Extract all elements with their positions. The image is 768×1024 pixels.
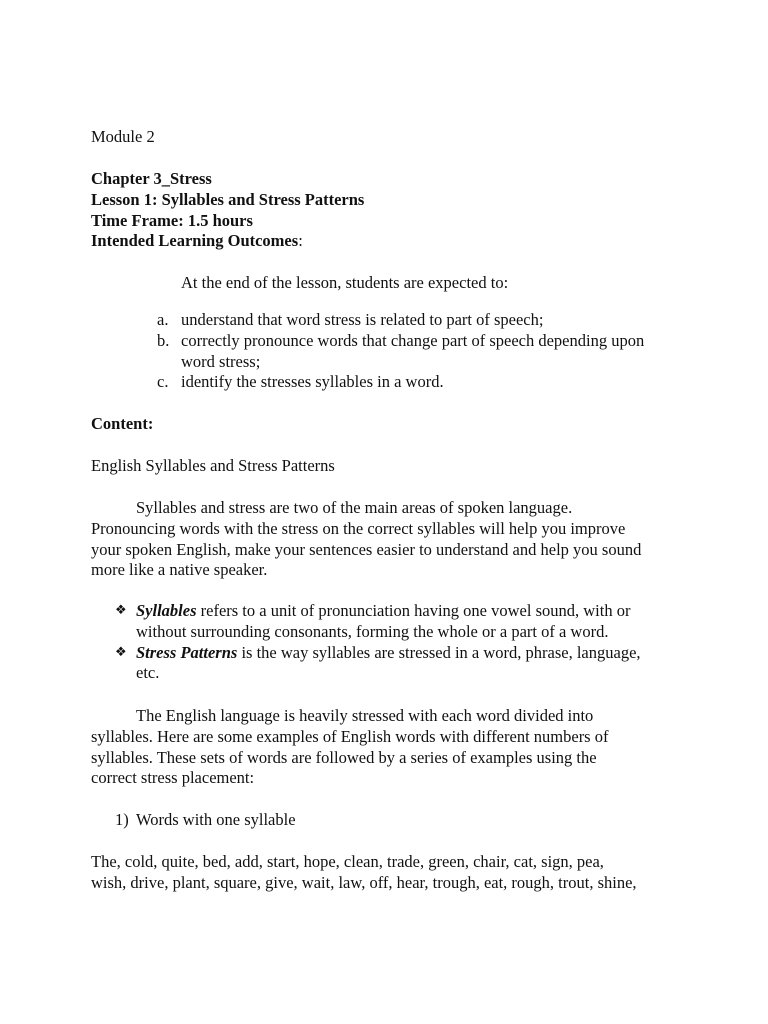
definition-line: without surrounding consonants, forming the whole or a part of a word. xyxy=(136,621,609,641)
objective-item xyxy=(91,372,691,393)
objective-marker: a. xyxy=(157,310,169,329)
module-label xyxy=(91,127,691,148)
definition-term: Syllables xyxy=(136,601,197,620)
paragraph-line: correct stress placement: xyxy=(91,768,255,788)
numbered-line xyxy=(91,810,691,831)
word-list-line: wish, drive, plant, square, give, wait, law, off, hear, trough, eat, rough, trout, shine, xyxy=(91,872,637,892)
definition-item xyxy=(91,601,691,643)
definition-text: refers to a unit of pronunciation having one vowel sound, with or xyxy=(196,601,631,620)
objective-item xyxy=(91,310,691,331)
ilo-label: Intended Learning Outcomes xyxy=(91,231,299,251)
module-text: Module 2 xyxy=(91,127,155,146)
objective-marker: b. xyxy=(157,330,170,350)
word-list-line: The, cold, quite, bed, add, start, hope, clean, trade, green, chair, cat, sign, pea, xyxy=(91,852,604,871)
definitions-list xyxy=(91,601,691,684)
ilo-colon: : xyxy=(298,231,303,251)
paragraph-line xyxy=(91,706,691,727)
content-heading xyxy=(91,414,691,435)
lesson-title: Lesson 1: Syllables and Stress Patterns xyxy=(91,189,365,209)
paragraph-line: your spoken English, make your sentences easier to understand and help you sound xyxy=(91,539,642,559)
chapter-title: Chapter 3_Stress xyxy=(91,169,212,188)
paragraph-text: The English language is heavily stressed with each word divided into xyxy=(136,706,594,725)
paragraph-1 xyxy=(91,498,691,581)
objectives-list xyxy=(91,310,691,393)
diamond-bullet-icon: ❖ xyxy=(115,603,127,618)
content-heading-text: Content: xyxy=(91,414,154,433)
paragraph-line: syllables. These sets of words are followed by a series of examples using the xyxy=(91,747,597,767)
objective-line: understand that word stress is related to part of speech; xyxy=(181,310,544,329)
numbered-marker: 1) xyxy=(115,810,129,829)
intro-text: At the end of the lesson, students are expected to: xyxy=(181,273,509,292)
paragraph-line: more like a native speaker. xyxy=(91,560,268,580)
objective-item xyxy=(91,331,691,373)
definition-item xyxy=(91,643,691,685)
paragraph-2 xyxy=(91,706,691,789)
time-frame: Time Frame: 1.5 hours xyxy=(91,210,253,230)
section-title-text: English Syllables and Stress Patterns xyxy=(91,456,335,475)
objective-marker: c. xyxy=(157,372,169,392)
paragraph-line xyxy=(91,498,691,519)
numbered-item xyxy=(91,810,691,831)
section-title xyxy=(91,456,691,477)
objective-line: word stress; xyxy=(181,351,261,371)
objective-line: identify the stresses syllables in a word. xyxy=(181,372,444,392)
ilo-heading xyxy=(91,231,691,252)
definition-text: is the way syllables are stressed in a word, phrase, language, xyxy=(237,642,641,662)
definition-line: etc. xyxy=(136,663,160,683)
intro-line xyxy=(91,273,691,294)
objective-line: correctly pronounce words that change part of speech depending upon xyxy=(181,330,645,350)
word-list xyxy=(91,852,691,894)
definition-line xyxy=(136,601,691,622)
diamond-bullet-icon: ❖ xyxy=(115,644,127,660)
numbered-text: Words with one syllable xyxy=(136,810,296,829)
lesson-header xyxy=(91,169,691,252)
definition-line xyxy=(136,643,691,664)
paragraph-line: syllables. Here are some examples of English words with different numbers of xyxy=(91,726,609,746)
paragraph-line: Pronouncing words with the stress on the correct syllables will help you improve xyxy=(91,518,626,538)
paragraph-text: Syllables and stress are two of the main areas of spoken language. xyxy=(136,498,573,517)
definition-term: Stress Patterns xyxy=(136,642,238,662)
